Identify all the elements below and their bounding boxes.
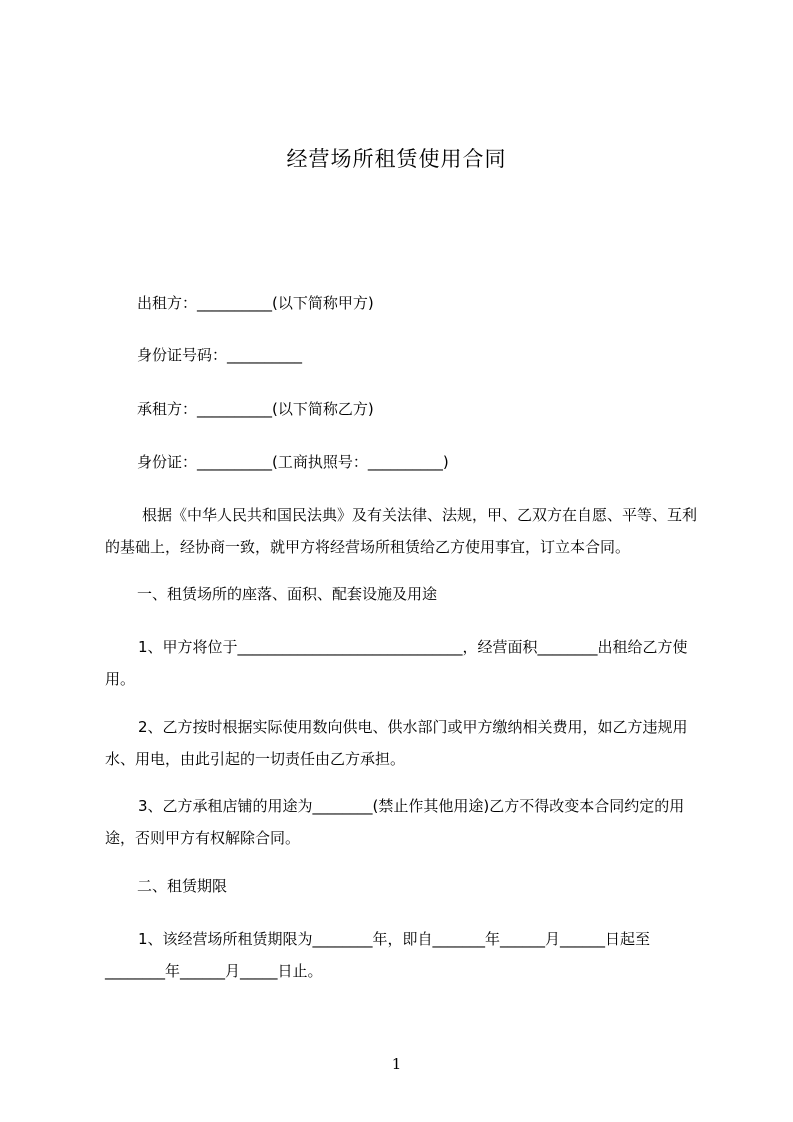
clause-2-1: 1、该经营场所租赁期限为________年，即自_______年______月______日起至________年______月_____日止。 <box>105 930 651 980</box>
intro-paragraph: 根据《中华人民共和国民法典》及有关法律、法规，甲、乙双方在自愿、平等、互利的基础上，经协商一致，就甲方将经营场所租赁给乙方使用事宜，订立本合同。 <box>105 506 698 556</box>
section-heading-1: 一、租赁场所的座落、面积、配套设施及用途 <box>137 585 438 603</box>
lessor-id-field: 身份证号码：__________ <box>137 346 303 364</box>
page-number: 1 <box>391 1055 402 1073</box>
clause-1-1: 1、甲方将位于______________________________，经营面积________出租给乙方使用。 <box>105 638 688 688</box>
clause-1-2: 2、乙方按时根据实际使用数向供电、供水部门或甲方缴纳相关费用，如乙方违规用水、用电，由此引起的一切责任由乙方承担。 <box>105 718 688 768</box>
section-heading-2: 二、租赁期限 <box>137 877 228 895</box>
document-title: 经营场所租赁使用合同 <box>286 147 507 171</box>
lessee-id-field: 身份证：__________(工商执照号：__________) <box>137 453 449 471</box>
lessor-field: 出租方：__________(以下简称甲方) <box>137 294 374 312</box>
clause-1-3: 3、乙方承租店铺的用途为________(禁止作其他用途)乙方不得改变本合同约定的用途，否则甲方有权解除合同。 <box>105 797 685 847</box>
lessee-field: 承租方：__________(以下简称乙方) <box>137 400 374 418</box>
